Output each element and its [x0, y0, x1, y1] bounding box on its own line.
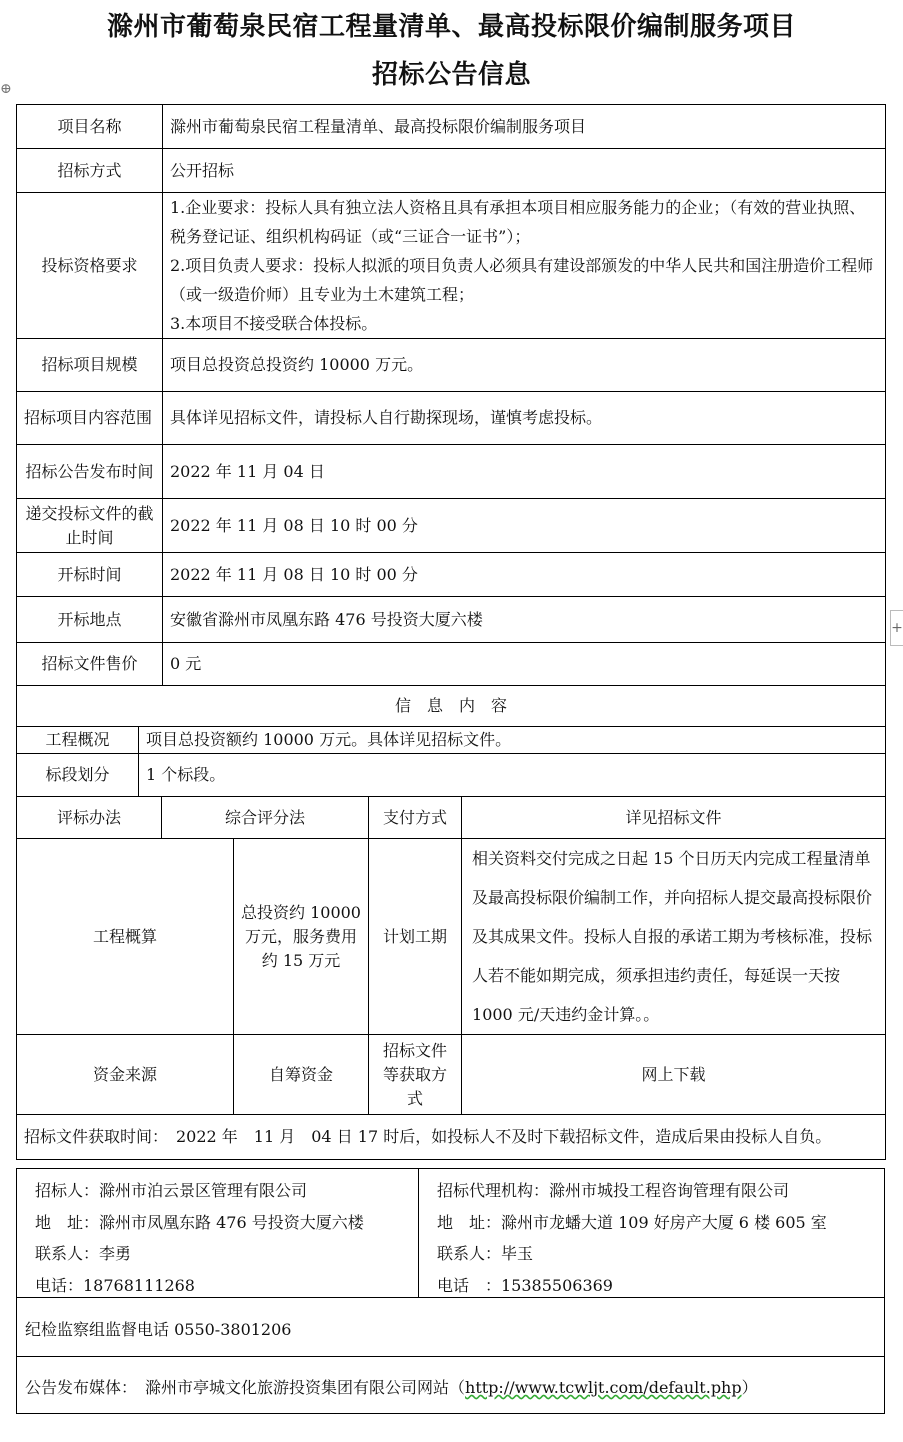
- media-line: [25, 1375, 758, 1398]
- period-value: 相关资料交付完成之日起 15 个日历天内完成工程量清单及最高投标限价编制工作，并向招标人提交最高投标限价及其成果文件。投标人自报的承诺工期为考核标准，投标人若不能如期完成，须承担违约责任，每延误一天按 1000 元/天违约金计算。。: [462, 839, 886, 1035]
- doc-price-value: 0 元: [163, 643, 886, 686]
- evaluation-label: 评标办法: [17, 797, 162, 839]
- publish-time-value: 2022 年 11 月 04 日: [163, 445, 886, 499]
- media-suffix: ）: [741, 1378, 758, 1397]
- bid-method-label: 招标方式: [17, 149, 163, 193]
- publish-time-label: 招标公告发布时间: [17, 445, 163, 499]
- sections-label: 标段划分: [17, 754, 139, 797]
- qualification-item: 1.企业要求：投标人具有独立法人资格且具有承担本项目相应服务能力的企业；（有效的营业执照、税务登记证、组织机构码证（或“三证合一证书”）；: [170, 198, 866, 246]
- agent-phone: 电话 ：15385506369: [437, 1276, 613, 1295]
- scope-value: 具体详见招标文件，请投标人自行勘探现场，谨慎考虑投标。: [163, 392, 886, 445]
- deadline-label: 递交投标文件的截止时间: [17, 499, 163, 553]
- opening-place-label: 开标地点: [17, 597, 163, 643]
- evaluation-table: [16, 796, 886, 1160]
- sections-value: 1 个标段。: [139, 754, 886, 797]
- agent-name: 招标代理机构：滁州市城投工程咨询管理有限公司: [437, 1181, 790, 1200]
- tenderer-address: 地 址：滁州市凤凰东路 476 号投资大厦六楼: [35, 1213, 364, 1232]
- media-prefix: 公告发布媒体： 滁州市亭城文化旅游投资集团有限公司网站（: [25, 1378, 466, 1397]
- agent-address: 地 址：滁州市龙蟠大道 109 好房产大厦 6 楼 605 室: [437, 1213, 827, 1232]
- media-box: [16, 1356, 885, 1414]
- qualification-item: 3.本项目不接受联合体投标。: [170, 314, 378, 333]
- tenderer-contact: 联系人：李勇: [35, 1244, 132, 1263]
- deadline-value: 2022 年 11 月 08 日 10 时 00 分: [163, 499, 886, 553]
- bid-method-value: 公开招标: [163, 149, 886, 193]
- tenderer-info: [17, 1169, 419, 1297]
- opening-time-value: 2022 年 11 月 08 日 10 时 00 分: [163, 553, 886, 597]
- supervision-phone: 纪检监察组监督电话 0550-3801206: [25, 1320, 292, 1339]
- funding-value: 自筹资金: [234, 1035, 369, 1115]
- period-label: 计划工期: [369, 839, 462, 1035]
- project-name-value: 滁州市葡萄泉民宿工程量清单、最高投标限价编制服务项目: [163, 105, 886, 149]
- qualification-label: 投标资格要求: [17, 193, 163, 339]
- document-title-line2: 招标公告信息: [371, 60, 531, 90]
- document-title-line1: 滁州市葡萄泉民宿工程量清单、最高投标限价编制服务项目: [106, 12, 796, 42]
- funding-label: 资金来源: [17, 1035, 234, 1115]
- obtain-method-label: 招标文件等获取方式: [369, 1035, 462, 1115]
- media-url-link[interactable]: http://www.tcwljt.com/default.php: [465, 1378, 742, 1397]
- overview-value: 项目总投资额约 10000 万元。具体详见招标文件。: [139, 727, 886, 754]
- scope-label: 招标项目内容范围: [17, 392, 163, 445]
- agent-info: [419, 1169, 884, 1297]
- announcement-table: [16, 104, 886, 686]
- info-heading: 信 息 内 容: [17, 686, 886, 727]
- agent-contact: 联系人：毕玉: [437, 1244, 534, 1263]
- payment-value: 详见招标文件: [462, 797, 886, 839]
- scale-value: 项目总投资总投资约 10000 万元。: [163, 339, 886, 392]
- contact-box: [16, 1168, 885, 1298]
- plus-icon[interactable]: +: [890, 610, 903, 646]
- obtain-time: 招标文件获取时间： 2022 年 11 月 04 日 17 时后，如投标人不及时下载招标文件，造成后果由投标人自负。: [17, 1115, 886, 1160]
- evaluation-value: 综合评分法: [162, 797, 369, 839]
- qualification-value: [163, 193, 886, 339]
- info-table: [16, 685, 886, 797]
- payment-label: 支付方式: [369, 797, 462, 839]
- tenderer-phone: 电话：18768111268: [35, 1276, 195, 1295]
- opening-place-value: 安徽省滁州市凤凰东路 476 号投资大厦六楼: [163, 597, 886, 643]
- budget-label: 工程概算: [17, 839, 234, 1035]
- scale-label: 招标项目规模: [17, 339, 163, 392]
- opening-time-label: 开标时间: [17, 553, 163, 597]
- obtain-method-value: 网上下载: [462, 1035, 886, 1115]
- move-handle-icon[interactable]: ⊕: [0, 81, 12, 97]
- supervision-box: [16, 1297, 885, 1357]
- doc-price-label: 招标文件售价: [17, 643, 163, 686]
- project-name-label: 项目名称: [17, 105, 163, 149]
- tenderer-name: 招标人：滁州市泊云景区管理有限公司: [35, 1181, 308, 1200]
- qualification-item: 2.项目负责人要求：投标人拟派的项目负责人必须具有建设部颁发的中华人民共和国注册造价工程师（或一级造价师）且专业为土木建筑工程；: [170, 256, 874, 304]
- budget-value: 总投资约 10000 万元，服务费用约 15 万元: [234, 839, 369, 1035]
- overview-label: 工程概况: [17, 727, 139, 754]
